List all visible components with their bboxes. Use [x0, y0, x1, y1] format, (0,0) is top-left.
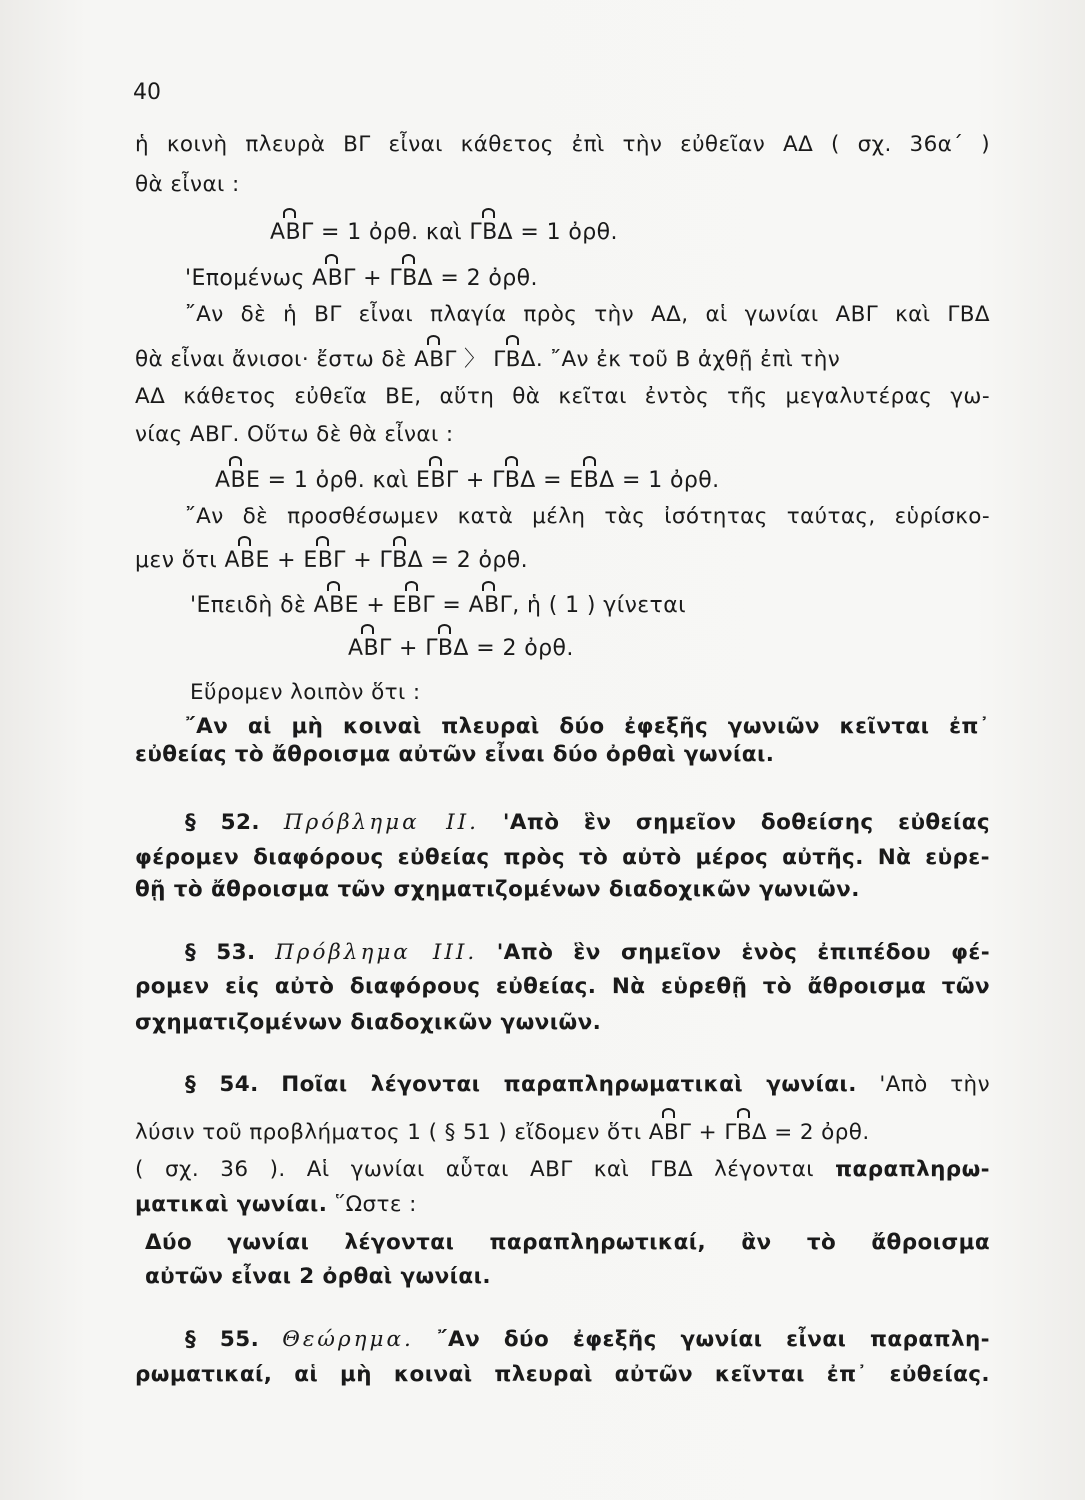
section-54-line4-rest: ῞Ωστε : [327, 1192, 417, 1217]
eq4-result: = 2 ὀρθ. [423, 548, 528, 573]
equation-3 [215, 466, 1070, 496]
eq3-part-b: = 1 ὀρθ. [614, 468, 720, 493]
text-line-2: θὰ εἶναι : [135, 172, 240, 197]
angle-abe: ΑΒΕ [314, 591, 359, 621]
section-54-heading: Ποῖαι λέγονται παραπληρωματικαὶ γωνίαι. [281, 1072, 857, 1097]
eq6-result: = 2 ὀρθ. [468, 636, 574, 661]
line4-pre: θὰ εἶναι ἄνισοι· ἔστω δὲ [135, 347, 415, 372]
angle-abg: ΑΒΓ [312, 264, 356, 294]
section-54-line-2 [135, 1118, 990, 1148]
section-54-term-a: παραπληρω- [835, 1157, 990, 1182]
eq3-plus: + [458, 468, 493, 493]
angle-gbd: ΓΒΔ [493, 345, 536, 375]
section-54-line-1 [185, 1070, 990, 1100]
angle-abg: ΑΒΓ [414, 345, 457, 375]
eq6-plus: + [391, 636, 426, 661]
eq5-tail: , ἡ ( 1 ) γίνεται [512, 593, 686, 618]
angle-abg: ΑΒΓ [348, 634, 392, 664]
angle-ebg: ΕΒΓ [393, 591, 435, 621]
equation-5 [190, 591, 1045, 621]
text-line-3: ῎Αν δὲ ἡ ΒΓ εἶναι πλαγία πρὸς τὴν ΑΔ, αἱ γωνίαι ΑΒΓ καὶ ΓΒΔ [185, 302, 990, 327]
section-52-line-3: θῇ τὸ ἄθροισμα τῶν σχηματιζομένων διαδοχικῶν γωνιῶν. [135, 877, 860, 902]
line4-gt: 〉 [456, 347, 494, 372]
section-55-label: Θεώρημα. [282, 1327, 414, 1352]
equation-1 [270, 218, 1085, 248]
section-54-line2-text: λύσιν τοῦ προβλήματος 1 ( § 51 ) εἴδομεν ὅτι [135, 1120, 649, 1145]
theorem-line-1: ῎Αν αἱ μὴ κοιναὶ πλευραὶ δύο ἐφεξῆς γωνιῶν κεῖνται ἐπ᾽ [185, 714, 990, 739]
eq2-result: = 2 ὀρθ. [433, 266, 538, 291]
page-number: 40 [133, 80, 161, 105]
eq3-part-a: = 1 ὀρθ. καὶ [260, 468, 417, 493]
section-54-term-b: ματικαὶ γωνίαι. [135, 1192, 328, 1217]
definition-line-1: Δύο γωνίαι λέγονται παραπληρωτικαί, ἂν τὸ ἄθροισμα [145, 1230, 990, 1255]
angle-gbd: ΓΒΔ [389, 264, 433, 294]
eq2-plus: + [355, 266, 390, 291]
section-54-line-4 [135, 1190, 990, 1220]
angle-gbd: ΓΒΔ [379, 546, 423, 576]
section-55-number: § 55. [185, 1327, 260, 1352]
section-54-line-3 [135, 1155, 990, 1185]
section-52-line-1 [185, 808, 990, 838]
angle-gbd: ΓΒΔ [724, 1118, 767, 1148]
eq1-part-b: = 1 ὀρθ. [513, 220, 618, 245]
section-53-text: 'Απὸ ἓν σημεῖον ἑνὸς ἐπιπέδου φέ- [496, 940, 991, 965]
s54-plus: + [691, 1120, 725, 1145]
angle-ebg: ΕΒΓ [303, 546, 345, 576]
s54-result: = 2 ὀρθ. [766, 1120, 870, 1145]
eq3-is: = [535, 468, 570, 493]
angle-abg: ΑΒΓ [270, 218, 314, 248]
text-line-6: νίας ΑΒΓ. Οὕτω δὲ θὰ εἶναι : [135, 422, 454, 447]
angle-ebg: ΕΒΓ [416, 466, 458, 496]
angle-gbd: ΓΒΔ [425, 634, 469, 664]
section-52-label: Πρόβλημα II. [283, 810, 479, 835]
section-52-line-2: φέρομεν διαφόρους εὐθείας πρὸς τὸ αὐτὸ μέρος αὐτῆς. Νὰ εὑρε- [135, 845, 990, 870]
equation-2 [185, 264, 1040, 294]
eq4-lead: μεν ὅτι [135, 548, 225, 573]
eq4-plus-2: + [345, 548, 380, 573]
line4-post: . ῎Αν ἐκ τοῦ Β ἀχθῇ ἐπὶ τὴν [535, 347, 841, 372]
section-53-line-2: ρομεν εἰς αὐτὸ διαφόρους εὐθείας. Νὰ εὑρεθῇ τὸ ἄθροισμα τῶν [135, 974, 990, 999]
section-55-text: ῎Αν δύο ἐφεξῆς γωνίαι εἶναι παραπλη- [436, 1327, 991, 1352]
angle-gbd: ΓΒΔ [469, 218, 513, 248]
section-55-line-1 [185, 1325, 990, 1355]
eq5-lead: 'Επειδὴ δὲ [190, 593, 314, 618]
section-52-number: § 52. [185, 810, 260, 835]
eq5-plus: + [358, 593, 393, 618]
section-53-label: Πρόβλημα III. [275, 940, 478, 965]
text-line-1: ἡ κοινὴ πλευρὰ ΒΓ εἶναι κάθετος ἐπὶ τὴν εὐθεῖαν ΑΔ ( σχ. 36α΄ ) [135, 132, 990, 157]
text-line-4 [135, 345, 990, 375]
equation-4 [135, 546, 990, 576]
equation-6 [348, 634, 1085, 664]
angle-abe: ΑΒΕ [225, 546, 270, 576]
angle-ebd: ΕΒΔ [569, 466, 614, 496]
angle-abg: ΑΒΓ [649, 1118, 692, 1148]
section-54-line3-text: ( σχ. 36 ). Αἱ γωνίαι αὗται ΑΒΓ καὶ ΓΒΔ λέγονται [135, 1157, 836, 1182]
section-54-number: § 54. [185, 1072, 259, 1097]
section-53-line-3: σχηματιζομένων διαδοχικῶν γωνιῶν. [135, 1010, 602, 1035]
definition-line-2: αὐτῶν εἶναι 2 ὀρθαὶ γωνίαι. [145, 1264, 491, 1289]
eq4-plus-1: + [269, 548, 304, 573]
eq2-lead: 'Επομένως [185, 266, 313, 291]
section-52-text: 'Απὸ ἓν σημεῖον δοθείσης εὐθείας [502, 810, 991, 835]
angle-abg: ΑΒΓ [469, 591, 513, 621]
eq1-part-a: = 1 ὀρθ. καὶ [313, 220, 470, 245]
text-line-5: ΑΔ κάθετος εὐθεῖα ΒΕ, αὕτη θὰ κεῖται ἐντὸς τῆς μεγαλυτέρας γω- [135, 384, 990, 409]
angle-abe: ΑΒΕ [215, 466, 260, 496]
text-line-7: ῎Αν δὲ προσθέσωμεν κατὰ μέλη τὰς ἰσότητας ταύτας, εὑρίσκο- [185, 504, 990, 529]
theorem-line-2: εὐθείας τὸ ἄθροισμα αὐτῶν εἶναι δύο ὀρθαὶ γωνίαι. [135, 742, 775, 767]
section-54-tail: 'Απὸ τὴν [879, 1072, 990, 1097]
section-55-line-2: ρωματικαί, αἱ μὴ κοιναὶ πλευραὶ αὐτῶν κεῖνται ἐπ᾽ εὐθείας. [135, 1362, 990, 1387]
section-53-line-1 [185, 938, 990, 968]
angle-gbd: ΓΒΔ [492, 466, 536, 496]
section-53-number: § 53. [185, 940, 256, 965]
text-line-8: Εὕρομεν λοιπὸν ὅτι : [190, 680, 421, 705]
eq5-is: = [435, 593, 469, 618]
